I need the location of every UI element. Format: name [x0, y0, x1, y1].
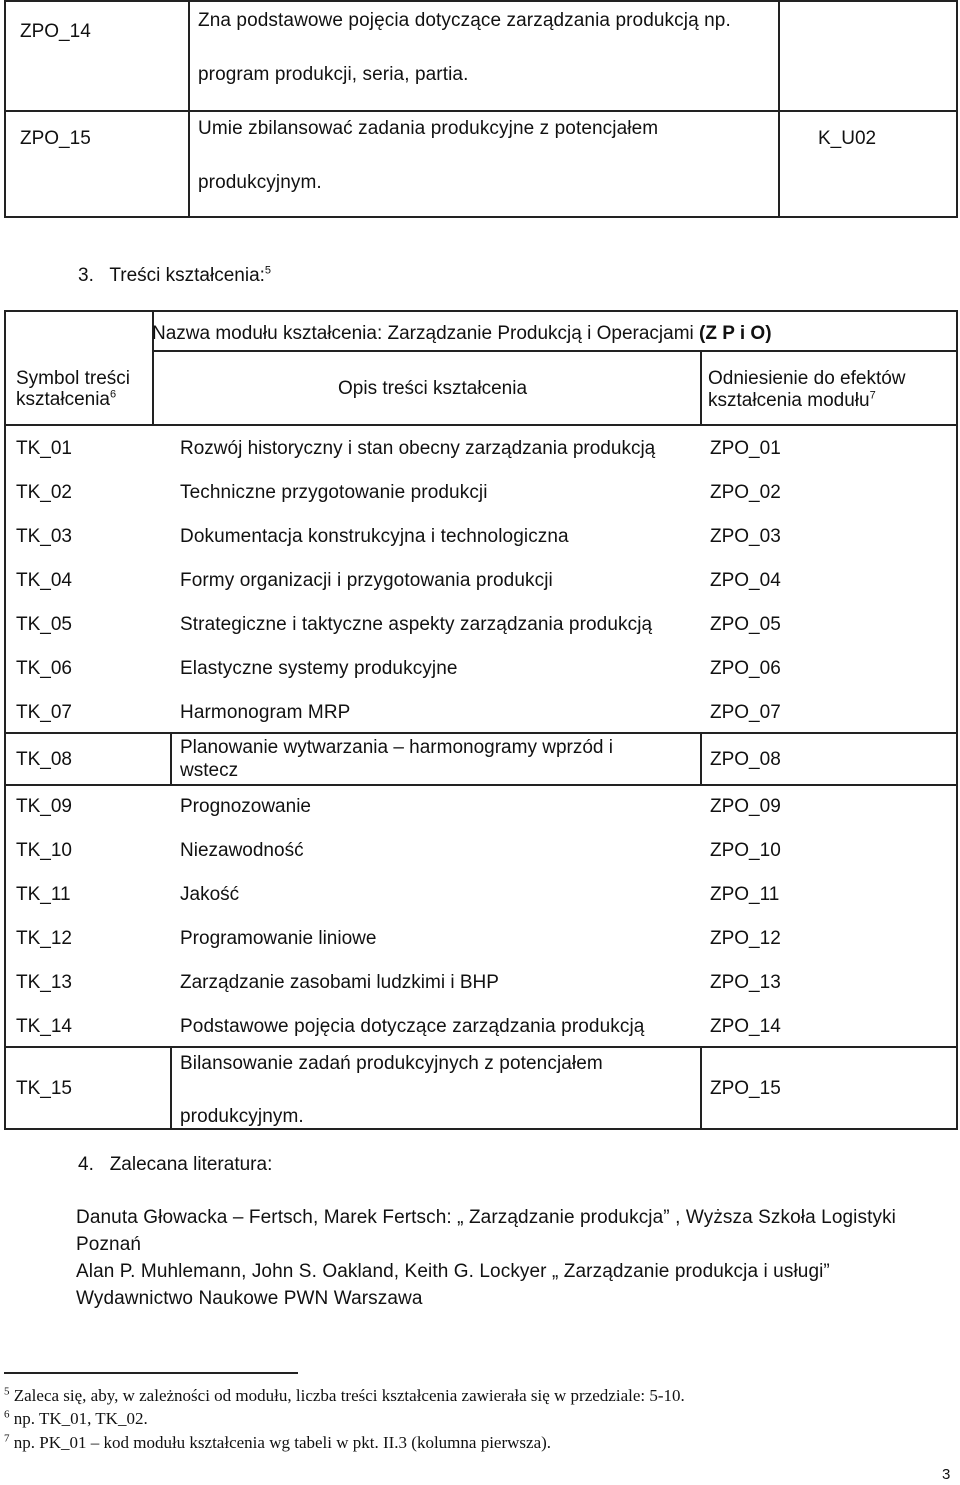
content-reference: ZPO_04 — [710, 570, 781, 591]
content-description: Harmonogram MRP — [180, 702, 351, 723]
column-divider — [700, 1046, 702, 1128]
footnote: $^6$ np. TK_01, TK_02. — [4, 1408, 148, 1428]
row-divider — [152, 350, 956, 352]
section-title: Zalecana literatura: — [109, 1154, 273, 1175]
content-reference: ZPO_15 — [710, 1078, 781, 1099]
content-symbol: TK_01 — [16, 438, 72, 459]
content-reference: ZPO_07 — [710, 702, 781, 723]
content-description: Techniczne przygotowanie produkcji — [180, 482, 488, 503]
row-divider — [6, 424, 956, 426]
content-description: Zarządzanie zasobami ludzkimi i BHP — [180, 972, 499, 993]
content-reference: ZPO_02 — [710, 482, 781, 503]
column-header-reference: Odniesienie do efektów — [708, 368, 906, 389]
content-description: Formy organizacji i przygotowania produkcji — [180, 570, 553, 591]
content-table — [4, 310, 958, 1130]
row-divider — [6, 784, 956, 786]
content-symbol: TK_08 — [16, 749, 72, 770]
content-description: Jakość — [180, 884, 240, 905]
module-title: Nazwa modułu kształcenia: Zarządzanie Produkcją i Operacjami (Z P i O) — [152, 323, 772, 344]
content-symbol: TK_12 — [16, 928, 72, 949]
content-reference: ZPO_14 — [710, 1016, 781, 1037]
content-symbol: TK_14 — [16, 1016, 72, 1037]
content-reference: ZPO_06 — [710, 658, 781, 679]
column-divider — [170, 732, 172, 784]
content-symbol: TK_09 — [16, 796, 72, 817]
content-description: Programowanie liniowe — [180, 928, 377, 949]
page-number: 3 — [942, 1466, 951, 1483]
outcomes-table — [4, 0, 958, 218]
content-symbol: TK_07 — [16, 702, 72, 723]
content-description: Dokumentacja konstrukcyjna i technologiczna — [180, 526, 569, 547]
content-reference: ZPO_03 — [710, 526, 781, 547]
content-symbol: TK_15 — [16, 1078, 72, 1099]
content-reference: ZPO_01 — [710, 438, 781, 459]
content-description: Prognozowanie — [180, 796, 311, 817]
content-description: Elastyczne systemy produkcyjne — [180, 658, 458, 679]
column-divider — [700, 350, 702, 424]
section-title: Treści kształcenia: — [109, 265, 265, 286]
content-symbol: TK_10 — [16, 840, 72, 861]
outcome-description: produkcyjnym. — [198, 172, 322, 193]
content-description: wstecz — [180, 760, 239, 781]
content-symbol: TK_05 — [16, 614, 72, 635]
content-description: Niezawodność — [180, 840, 304, 861]
outcome-reference: K_U02 — [818, 128, 877, 149]
outcome-code: ZPO_14 — [20, 21, 91, 42]
footnote: $^7$ np. PK_01 – kod modułu kształcenia wg tabeli w pkt. II.3 (kolumna pierwsza). — [4, 1432, 552, 1452]
literature-item: Poznań — [76, 1234, 142, 1255]
content-symbol: TK_13 — [16, 972, 72, 993]
footnote: $^5$ Zaleca się, aby, w zależności od modułu, liczba treści kształcenia zawierała się w przedziale: 5-10. — [4, 1385, 685, 1405]
column-divider — [700, 732, 702, 784]
section-number: 4. — [78, 1154, 94, 1175]
content-symbol: TK_06 — [16, 658, 72, 679]
content-description: produkcyjnym. — [180, 1106, 304, 1127]
content-reference: ZPO_08 — [710, 749, 781, 770]
literature-item: Alan P. Muhlemann, John S. Oakland, Keith G. Lockyer „ Zarządzanie produkcja i usługi” — [76, 1261, 830, 1282]
section-number: 3. — [78, 265, 94, 286]
content-reference: ZPO_10 — [710, 840, 781, 861]
row-divider — [6, 732, 956, 734]
footnote-separator — [4, 1372, 298, 1374]
content-description: Podstawowe pojęcia dotyczące zarządzania produkcją — [180, 1016, 645, 1037]
section-heading — [78, 265, 271, 287]
column-header-symbol: Symbol treści — [16, 368, 131, 389]
content-reference: ZPO_11 — [710, 884, 780, 905]
column-header-reference: kształcenia modułu$^7$ — [708, 389, 876, 411]
content-description: Rozwój historyczny i stan obecny zarządzania produkcją — [180, 438, 656, 459]
column-divider — [778, 2, 780, 216]
content-description: Strategiczne i taktyczne aspekty zarządzania produkcją — [180, 614, 653, 635]
content-symbol: TK_04 — [16, 570, 72, 591]
column-divider — [170, 1046, 172, 1128]
content-reference: ZPO_13 — [710, 972, 781, 993]
column-header-symbol: kształcenia$^6$ — [16, 388, 117, 410]
footnote-mark: 5 — [264, 264, 272, 277]
outcome-description: Zna podstawowe pojęcia dotyczące zarządzania produkcją np. — [198, 10, 731, 31]
literature-item: Wydawnictwo Naukowe PWN Warszawa — [76, 1288, 423, 1309]
column-divider — [188, 2, 190, 216]
outcome-description: Umie zbilansować zadania produkcyjne z potencjałem — [198, 118, 659, 139]
content-symbol: TK_03 — [16, 526, 72, 547]
content-reference: ZPO_09 — [710, 796, 781, 817]
column-header-description: Opis treści kształcenia — [338, 378, 528, 399]
content-description: Bilansowanie zadań produkcyjnych z potencjałem — [180, 1053, 603, 1074]
content-reference: ZPO_12 — [710, 928, 781, 949]
section-heading — [78, 1154, 272, 1176]
content-symbol: TK_11 — [16, 884, 71, 905]
literature-list — [76, 1204, 951, 1312]
content-reference: ZPO_05 — [710, 614, 781, 635]
content-symbol: TK_02 — [16, 482, 72, 503]
row-divider — [6, 1046, 956, 1048]
content-description: Planowanie wytwarzania – harmonogramy wprzód i — [180, 737, 613, 758]
outcome-code: ZPO_15 — [20, 128, 91, 149]
outcome-description: program produkcji, seria, partia. — [198, 64, 469, 85]
literature-item: Danuta Głowacka – Fertsch, Marek Fertsch: „ Zarządzanie produkcja” , Wyższa Szkoła Logistyki — [76, 1207, 896, 1228]
row-divider — [6, 110, 956, 112]
